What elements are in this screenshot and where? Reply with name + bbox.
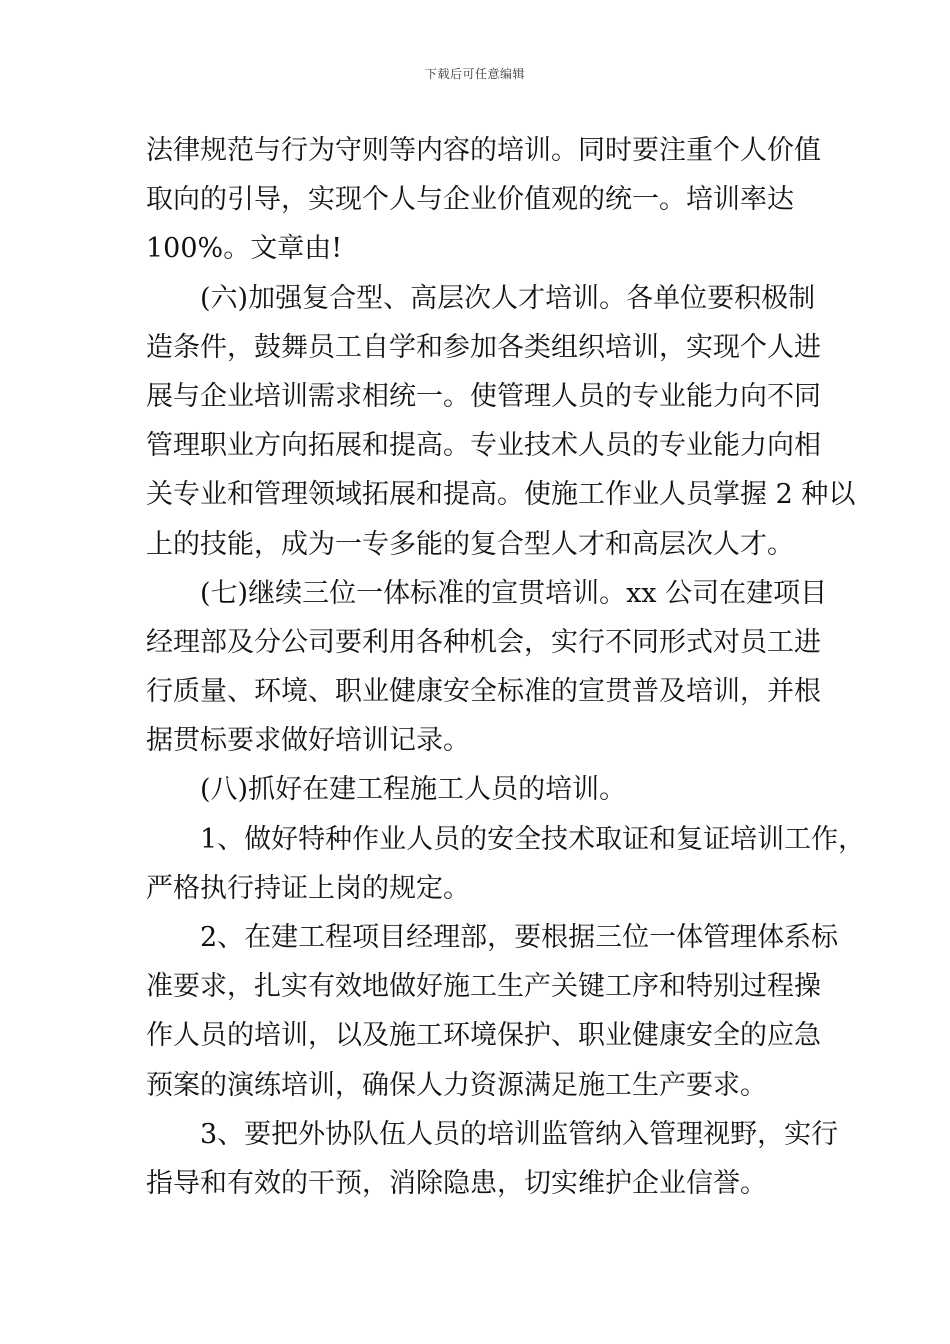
list-item-3: 3、要把外协队伍人员的培训监管纳入管理视野，实行 [200, 1118, 839, 1150]
list-item-1: 1、做好特种作业人员的安全技术取证和复证培训工作， [200, 823, 866, 855]
text-line: 上的技能，成为一专多能的复合型人才和高层次人才。 [146, 528, 794, 560]
text-line: 100%。文章由! [146, 233, 343, 265]
document-body [146, 126, 866, 1208]
page-header-note: 下载后可任意编辑 [424, 67, 525, 81]
text-line: 作人员的培训，以及施工环境保护、职业健康安全的应急 [146, 1020, 821, 1052]
paragraph-heading-six: (六)加强复合型、高层次人才培训。各单位要积极制 [200, 282, 816, 314]
list-item-2: 2、在建工程项目经理部，要根据三位一体管理体系标 [200, 922, 839, 953]
text-line: 准要求，扎实有效地做好施工生产关键工序和特别过程操 [146, 971, 821, 1003]
text-line: 法律规范与行为守则等内容的培训。同时要注重个人价值 [146, 135, 821, 166]
text-line: 严格执行持证上岗的规定。 [146, 872, 470, 904]
text-line: 预案的演练培训，确保人力资源满足施工生产要求。 [146, 1069, 767, 1101]
paragraph-heading-seven: (七)继续三位一体标准的宣贯培训。xx 公司在建项目 [200, 577, 828, 609]
text-line: 展与企业培训需求相统一。使管理人员的专业能力向不同 [146, 380, 821, 412]
text-line: 管理职业方向拓展和提高。专业技术人员的专业能力向相 [146, 430, 821, 462]
text-line: 造条件，鼓舞员工自学和参加各类组织培训，实现个人进 [146, 331, 821, 363]
paragraph-heading-eight: (八)抓好在建工程施工人员的培训。 [200, 774, 627, 806]
text-line: 经理部及分公司要利用各种机会，实行不同形式对员工进 [146, 626, 821, 658]
text-line: 指导和有效的干预，消除隐患，切实维护企业信誉。 [146, 1167, 767, 1199]
text-line: 取向的引导，实现个人与企业价值观的统一。培训率达 [146, 184, 794, 216]
text-line: 行质量、环境、职业健康安全标准的宣贯普及培训，并根 [146, 676, 821, 708]
text-line: 关专业和管理领域拓展和提高。使施工作业人员掌握 2 种以 [146, 479, 856, 511]
text-line: 据贯标要求做好培训记录。 [146, 725, 470, 757]
